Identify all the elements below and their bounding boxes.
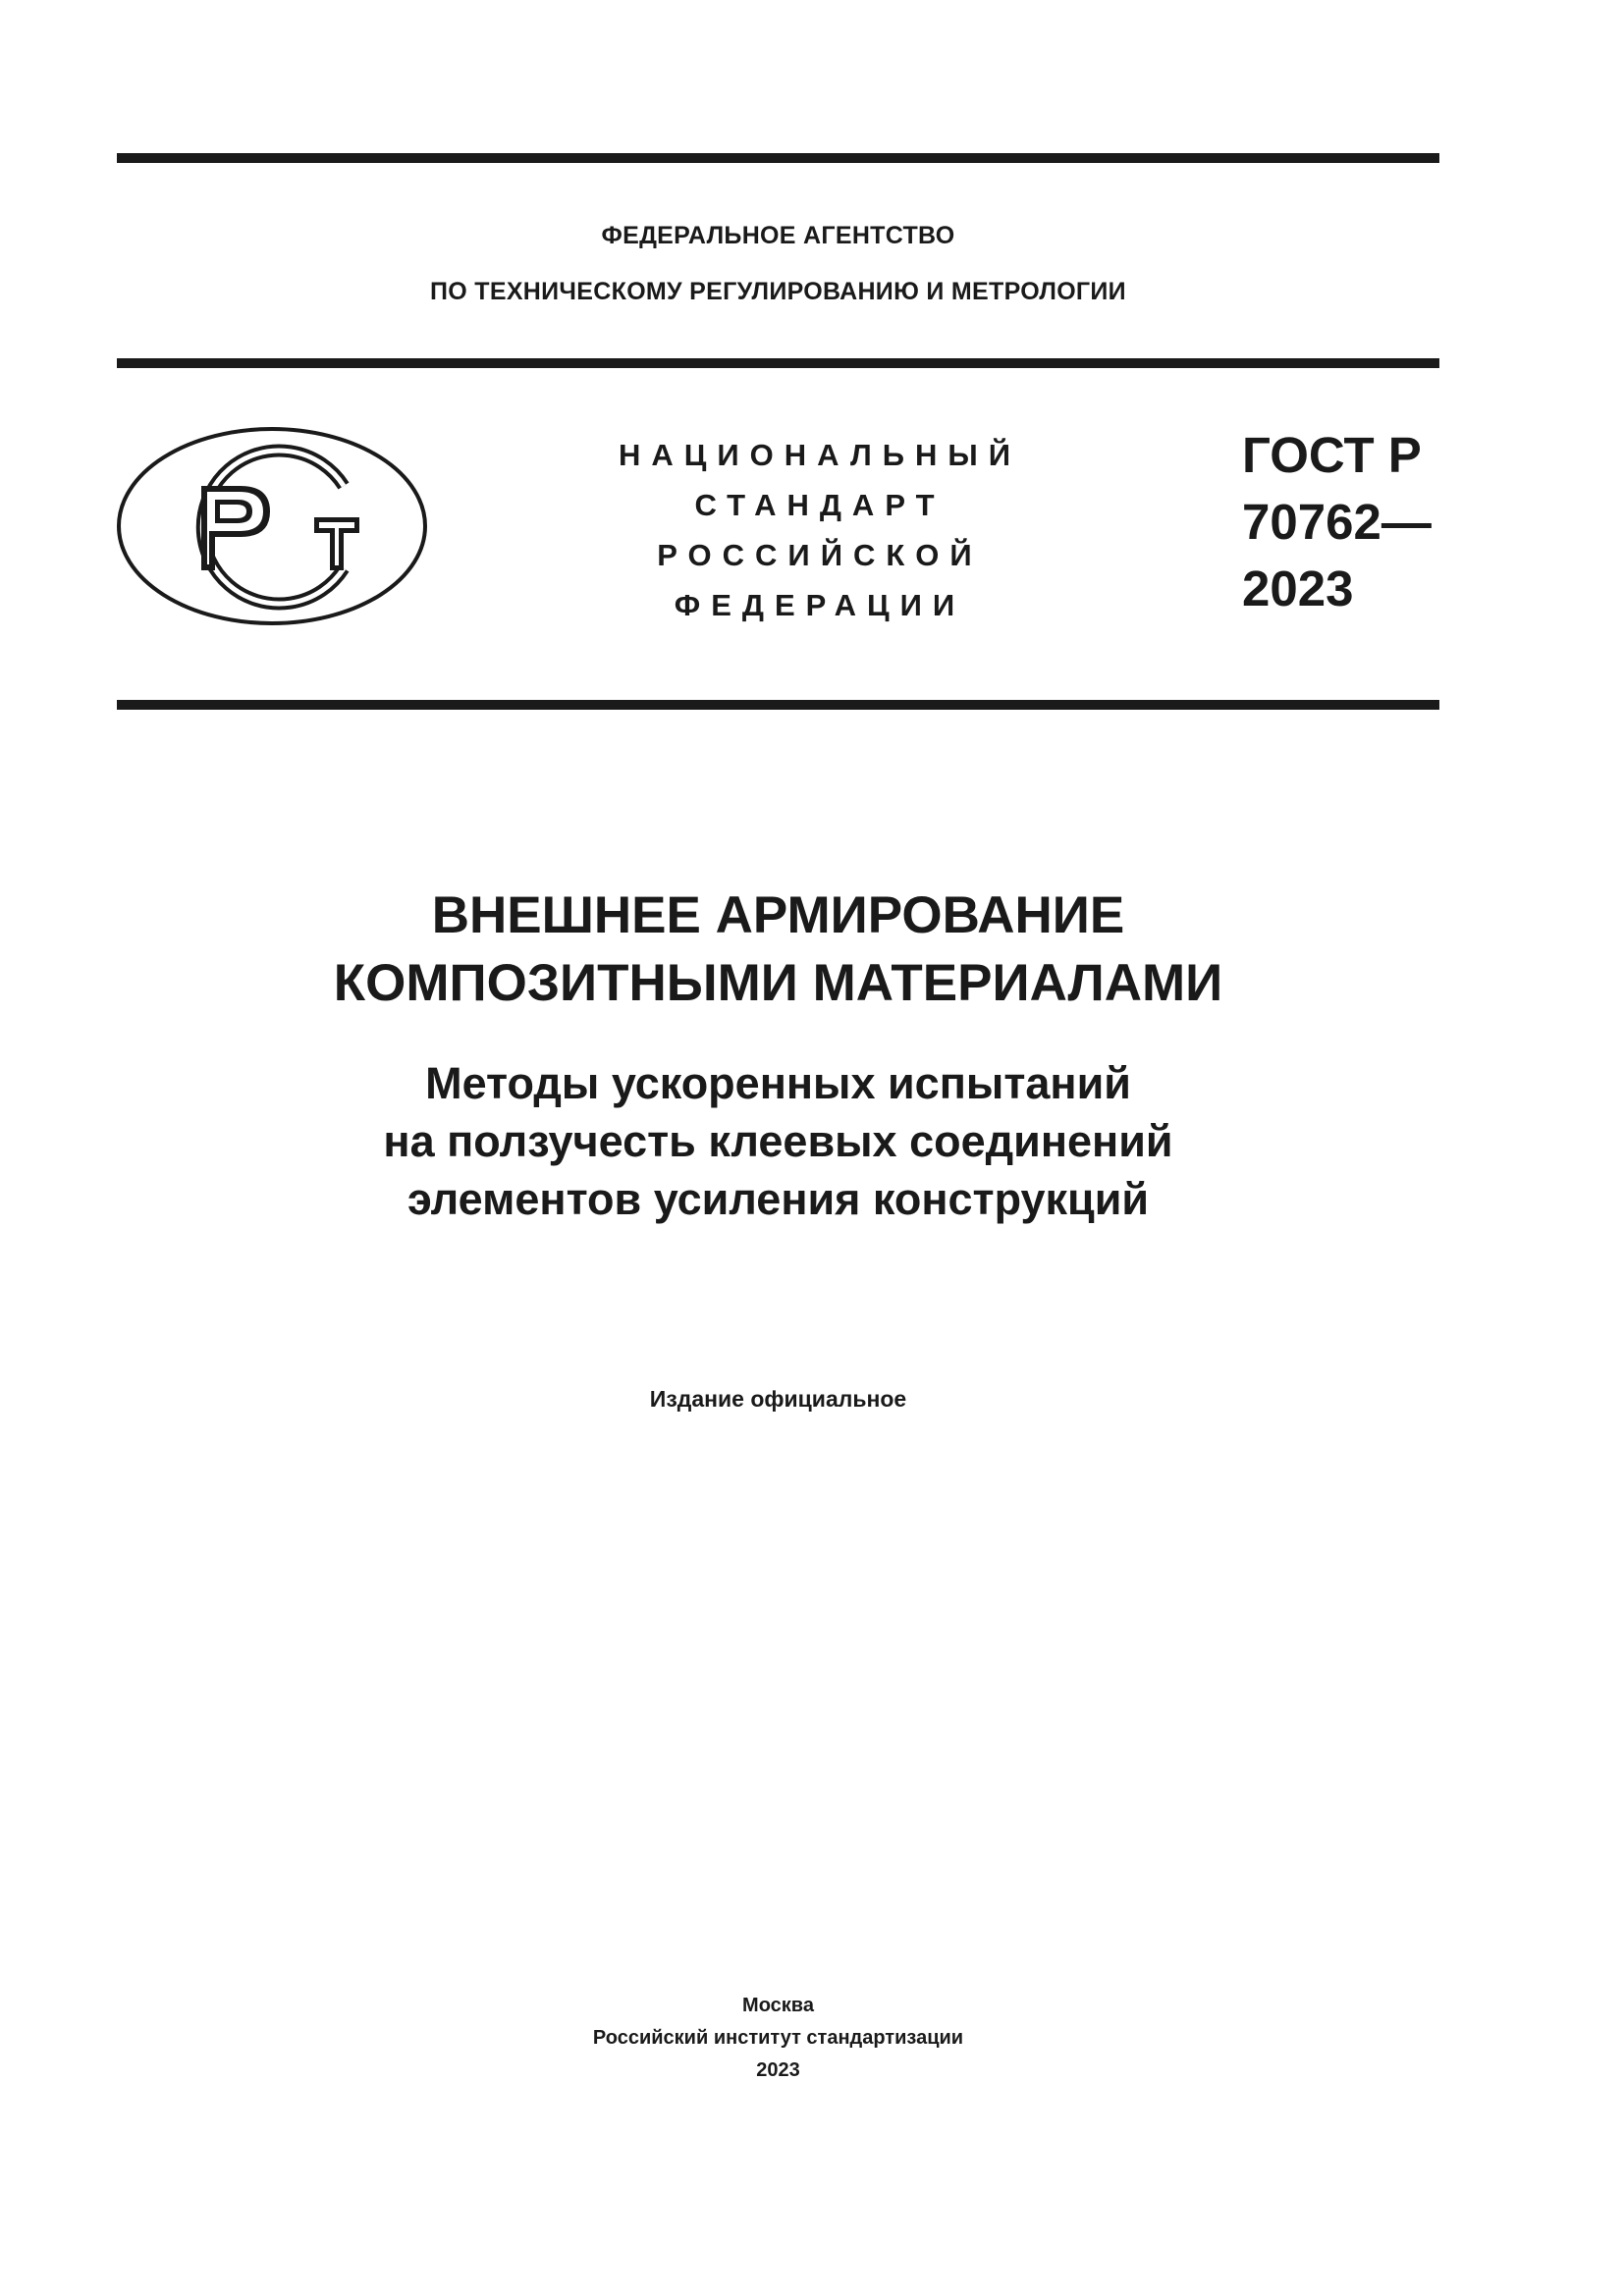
publication-year: 2023	[756, 2059, 800, 2081]
designation-line-1: ГОСТ Р	[1242, 427, 1422, 483]
rst-certification-mark-icon	[115, 425, 429, 627]
header-rule	[117, 358, 1439, 368]
top-rule	[117, 153, 1439, 163]
standard-type-line-4: ФЕДЕРАЦИИ	[674, 588, 966, 622]
document-title-line-2: КОМПОЗИТНЫМИ МАТЕРИАЛАМИ	[333, 954, 1223, 1012]
document-subtitle-line-1: Методы ускоренных испытаний	[425, 1058, 1131, 1108]
standard-type-line-1: НАЦИОНАЛЬНЫЙ	[618, 438, 1022, 472]
agency-name-line-1: ФЕДЕРАЛЬНОЕ АГЕНТСТВО	[601, 222, 955, 249]
publisher-name: Российский институт стандартизации	[592, 2027, 964, 2049]
standard-type-line-2: СТАНДАРТ	[694, 488, 946, 522]
edition-label: Издание официальное	[649, 1386, 907, 1412]
title-block-rule	[117, 700, 1439, 710]
designation-line-2: 70762—	[1242, 494, 1432, 550]
document-title-line-1: ВНЕШНЕЕ АРМИРОВАНИЕ	[431, 886, 1125, 944]
standard-type-line-3: РОССИЙСКОЙ	[657, 538, 983, 572]
designation-line-3: 2023	[1242, 561, 1354, 616]
document-subtitle-line-3: элементов усиления конструкций	[406, 1174, 1150, 1224]
publication-city: Москва	[742, 1995, 814, 2016]
agency-name-line-2: ПО ТЕХНИЧЕСКОМУ РЕГУЛИРОВАНИЮ И МЕТРОЛОГИИ	[430, 278, 1126, 305]
document-subtitle-line-2: на ползучесть клеевых соединений	[383, 1116, 1173, 1166]
